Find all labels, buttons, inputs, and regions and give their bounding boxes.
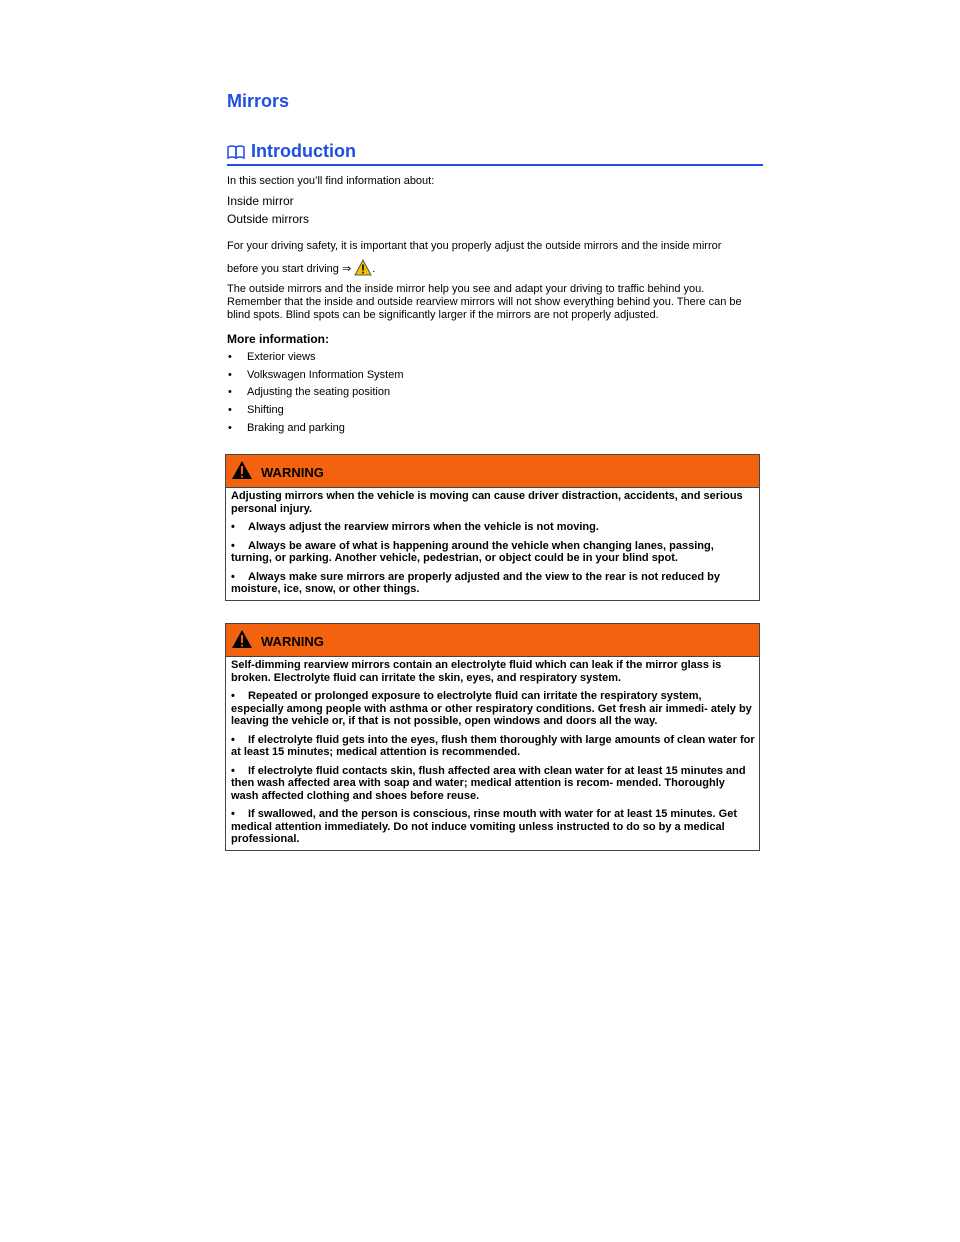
- topic-link[interactable]: Inside mirror: [227, 194, 294, 208]
- warning-intro: Self-dimming rearview mirrors contain an electrolyte fluid which can leak if the mirror glass is broken. Electrolyte fluid can irritate the skin, eyes, and respiratory system.: [231, 659, 722, 684]
- topic-links: [227, 192, 309, 228]
- more-info-title: More information:: [227, 332, 329, 346]
- list-item[interactable]: • Braking and parking: [227, 420, 527, 438]
- intro-lead: In this section you’ll find information about:: [227, 175, 435, 187]
- intro-paragraph-2: The outside mirrors and the inside mirror help you see and adapt your driving to traffic behind you. Remember that the inside and outside rearview mirrors will not show everything behind you. There can be blind spots. Blind spots can be significantly larger if the mirrors are not properly adjusted.: [227, 283, 742, 321]
- warning-item: • If electrolyte fluid contacts skin, flush affected area with clean water for at least 15 minutes and then wash affected area with soap and water; medical attention is recom- mended. Thoroughly wash affected clothing and shoes before reuse.: [231, 764, 746, 802]
- warning-item: • Always make sure mirrors are properly adjusted and the view to the rear is not reduced by moisture, ice, snow, or other things.: [231, 570, 720, 595]
- warning-item: • Always be aware of what is happening around the vehicle when changing lanes, passing, turning, or parking. Another vehicle, pedestrian, or object could be in your blind spot.: [231, 539, 714, 564]
- warning-item-text: Always make sure mirrors are properly adjusted and the view to the rear is not reduced by moisture, ice, snow, or other things.: [231, 570, 720, 595]
- warning-body: [226, 488, 759, 600]
- warning-intro: Adjusting mirrors when the vehicle is moving can cause driver distraction, accidents, and serious personal injury.: [231, 490, 743, 515]
- section-title: Mirrors: [227, 91, 290, 111]
- warning-box: [225, 454, 760, 601]
- warning-item: • Always adjust the rearview mirrors when the vehicle is not moving.: [231, 521, 599, 533]
- book-icon: [227, 145, 245, 159]
- intro-paragraph-1: [227, 240, 763, 276]
- warning-header: [226, 624, 759, 657]
- warning-label: WARNING: [261, 465, 324, 480]
- para1-line-1: For your driving safety, it is important that you properly adjust the outside mirrors and the inside mirror: [227, 240, 722, 252]
- intro-heading: [227, 141, 763, 166]
- para1-line-2: [227, 259, 763, 276]
- list-item[interactable]: • Volkswagen Information System: [227, 367, 527, 385]
- warning-item: • Repeated or prolonged exposure to electrolyte fluid can irritate the respiratory system, especially among people with asthma or other respiratory conditions. Get fresh air immedi- ately by leaving the vehicle or, if that is not possible, open windows and doors all the way.: [231, 690, 752, 727]
- intro-title: Introduction: [251, 141, 356, 161]
- list-item[interactable]: • Adjusting the seating position: [227, 384, 527, 402]
- warning-item-text: If electrolyte fluid contacts skin, flush affected area with clean water for at least 15 minutes and then wash affected area with soap and water; medical attention is recom- mended. Thoroughly wash affected clothing and shoes before reuse.: [231, 764, 746, 802]
- warning-item: • If electrolyte fluid gets into the eyes, flush them thoroughly with large amounts of clean water for at least 15 minutes; medical attention is recommended.: [231, 733, 755, 758]
- warning-label: WARNING: [261, 634, 324, 649]
- warning-item-text: If swallowed, and the person is conscious, rinse mouth with water for at least 15 minutes. Get medical attention immediately. Do not induce vomiting unless instructed to do so by a medical professional.: [231, 808, 737, 845]
- warning-item: • If swallowed, and the person is conscious, rinse mouth with water for at least 15 minutes. Get medical attention immediately. Do not induce vomiting unless instructed to do so by a medical professional.: [231, 808, 737, 845]
- warning-header: [226, 455, 759, 488]
- warning-item-text: Repeated or prolonged exposure to electrolyte fluid can irritate the respiratory system, especially among people with asthma or other respiratory conditions. Get fresh air immedi- ately by leaving the vehicle or, if that is not possible, open windows and doors all the way.: [231, 690, 752, 727]
- para1-end: .: [372, 263, 376, 275]
- warning-item-text: If electrolyte fluid gets into the eyes, flush them thoroughly with large amounts of clean water for at least 15 minutes; medical attention is recommended.: [231, 733, 755, 758]
- warning-box: [225, 623, 760, 851]
- list-item[interactable]: • Exterior views: [227, 349, 527, 367]
- topic-link[interactable]: Outside mirrors: [227, 212, 310, 226]
- warning-item-text: Always adjust the rearview mirrors when the vehicle is not moving.: [248, 521, 599, 533]
- warning-body: [226, 657, 759, 850]
- list-item[interactable]: • Shifting: [227, 402, 527, 420]
- warning-triangle-icon: [231, 629, 253, 649]
- warning-triangle-icon: [231, 460, 253, 480]
- warning-triangle-icon[interactable]: [354, 259, 372, 276]
- warning-item-text: Always be aware of what is happening around the vehicle when changing lanes, passing, turning, or parking. Another vehicle, pedestrian, or object could be in your blind spot.: [231, 539, 714, 564]
- more-info-list: [227, 349, 527, 437]
- para1-text: before you start driving ⇒: [227, 263, 352, 275]
